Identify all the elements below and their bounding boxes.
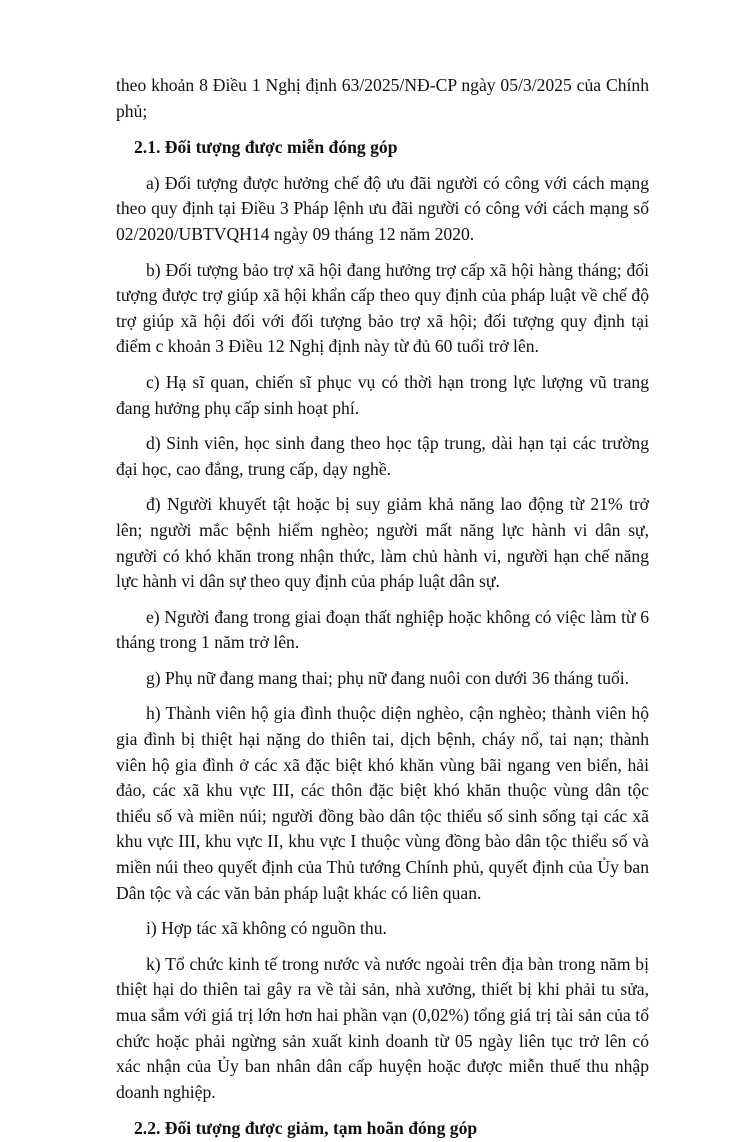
paragraph-i: i) Hợp tác xã không có nguồn thu. bbox=[146, 918, 387, 939]
paragraph-c: c) Hạ sĩ quan, chiến sĩ phục vụ có thời hạn trong lực lượng vũ trang đang hưởng phụ cấp sinh hoạt phí. bbox=[116, 371, 649, 418]
continuation-line: theo khoản 8 Điều 1 Nghị định 63/2025/NĐ-CP ngày 05/3/2025 của Chính phủ; bbox=[116, 75, 649, 121]
paragraph-k: k) Tổ chức kinh tế trong nước và nước ngoài trên địa bàn trong năm bị thiệt hại do thiên tai gây ra về tài sản, nhà xưởng, thiết bị khi phải tu sửa, mua sắm với giá trị lớn hơn hai phần vạn (0,02%) tổng giá trị tài sản của tổ chức hoặc phải ngừng sản xuất kinh doanh từ 05 ngày liên tục trở lên có xác nhận của Ủy ban nhân dân cấp huyện hoặc được miễn thuế thu nhập doanh nghiệp. bbox=[116, 953, 649, 1102]
paragraph-dd: đ) Người khuyết tật hoặc bị suy giảm khả năng lao động từ 21% trở lên; người mắc bệnh hiểm nghèo; người mất năng lực hành vi dân sự, người có khó khăn trong nhận thức, làm chủ hành vi, người hạn chế năng lực hành vi dân sự theo quy định của pháp luật dân sự. bbox=[116, 494, 649, 592]
paragraph-a: a) Đối tượng được hưởng chế độ ưu đãi người có công với cách mạng theo quy định tại Điều 3 Pháp lệnh ưu đãi người có công với cách mạng số 02/2020/UBTVQH14 ngày 09 tháng 12 năm 2020. bbox=[116, 172, 649, 244]
paragraph-h: h) Thành viên hộ gia đình thuộc diện nghèo, cận nghèo; thành viên hộ gia đình bị thiệt hại nặng do thiên tai, dịch bệnh, cháy nổ, tai nạn; thành viên hộ gia đình ở các xã đặc biệt khó khăn vùng bãi ngang ven biển, hải đảo, các xã khu vực III, các thôn đặc biệt khó khăn thuộc vùng dân tộc thiểu số và miền núi; người đồng bào dân tộc thiểu số sinh sống tại các xã khu vực III, khu vực II, khu vực I thuộc vùng đồng bào dân tộc thiểu số và miền núi theo quyết định của Thủ tướng Chính phủ, quyết định của Ủy ban Dân tộc và các văn bản pháp luật khác có liên quan. bbox=[116, 703, 649, 903]
section-heading-2-2: 2.2. Đối tượng được giảm, tạm hoãn đóng góp bbox=[134, 1118, 478, 1139]
paragraph-b: b) Đối tượng bảo trợ xã hội đang hưởng trợ cấp xã hội hàng tháng; đối tượng được trợ giúp xã hội khẩn cấp theo quy định của pháp luật về chế độ trợ giúp xã hội đối với đối tượng bảo trợ xã hội; đối tượng quy định tại điểm c khoản 3 Điều 12 Nghị định này từ đủ 60 tuổi trở lên. bbox=[116, 259, 649, 357]
section-heading-2-1: 2.1. Đối tượng được miễn đóng góp bbox=[134, 137, 398, 158]
paragraph-e: e) Người đang trong giai đoạn thất nghiệp hoặc không có việc làm từ 6 tháng trong 1 năm trở lên. bbox=[116, 606, 649, 653]
paragraph-g: g) Phụ nữ đang mang thai; phụ nữ đang nuôi con dưới 36 tháng tuổi. bbox=[146, 667, 630, 688]
paragraph-d: d) Sinh viên, học sinh đang theo học tập trung, dài hạn tại các trường đại học, cao đẳng, trung cấp, dạy nghề. bbox=[116, 433, 649, 479]
